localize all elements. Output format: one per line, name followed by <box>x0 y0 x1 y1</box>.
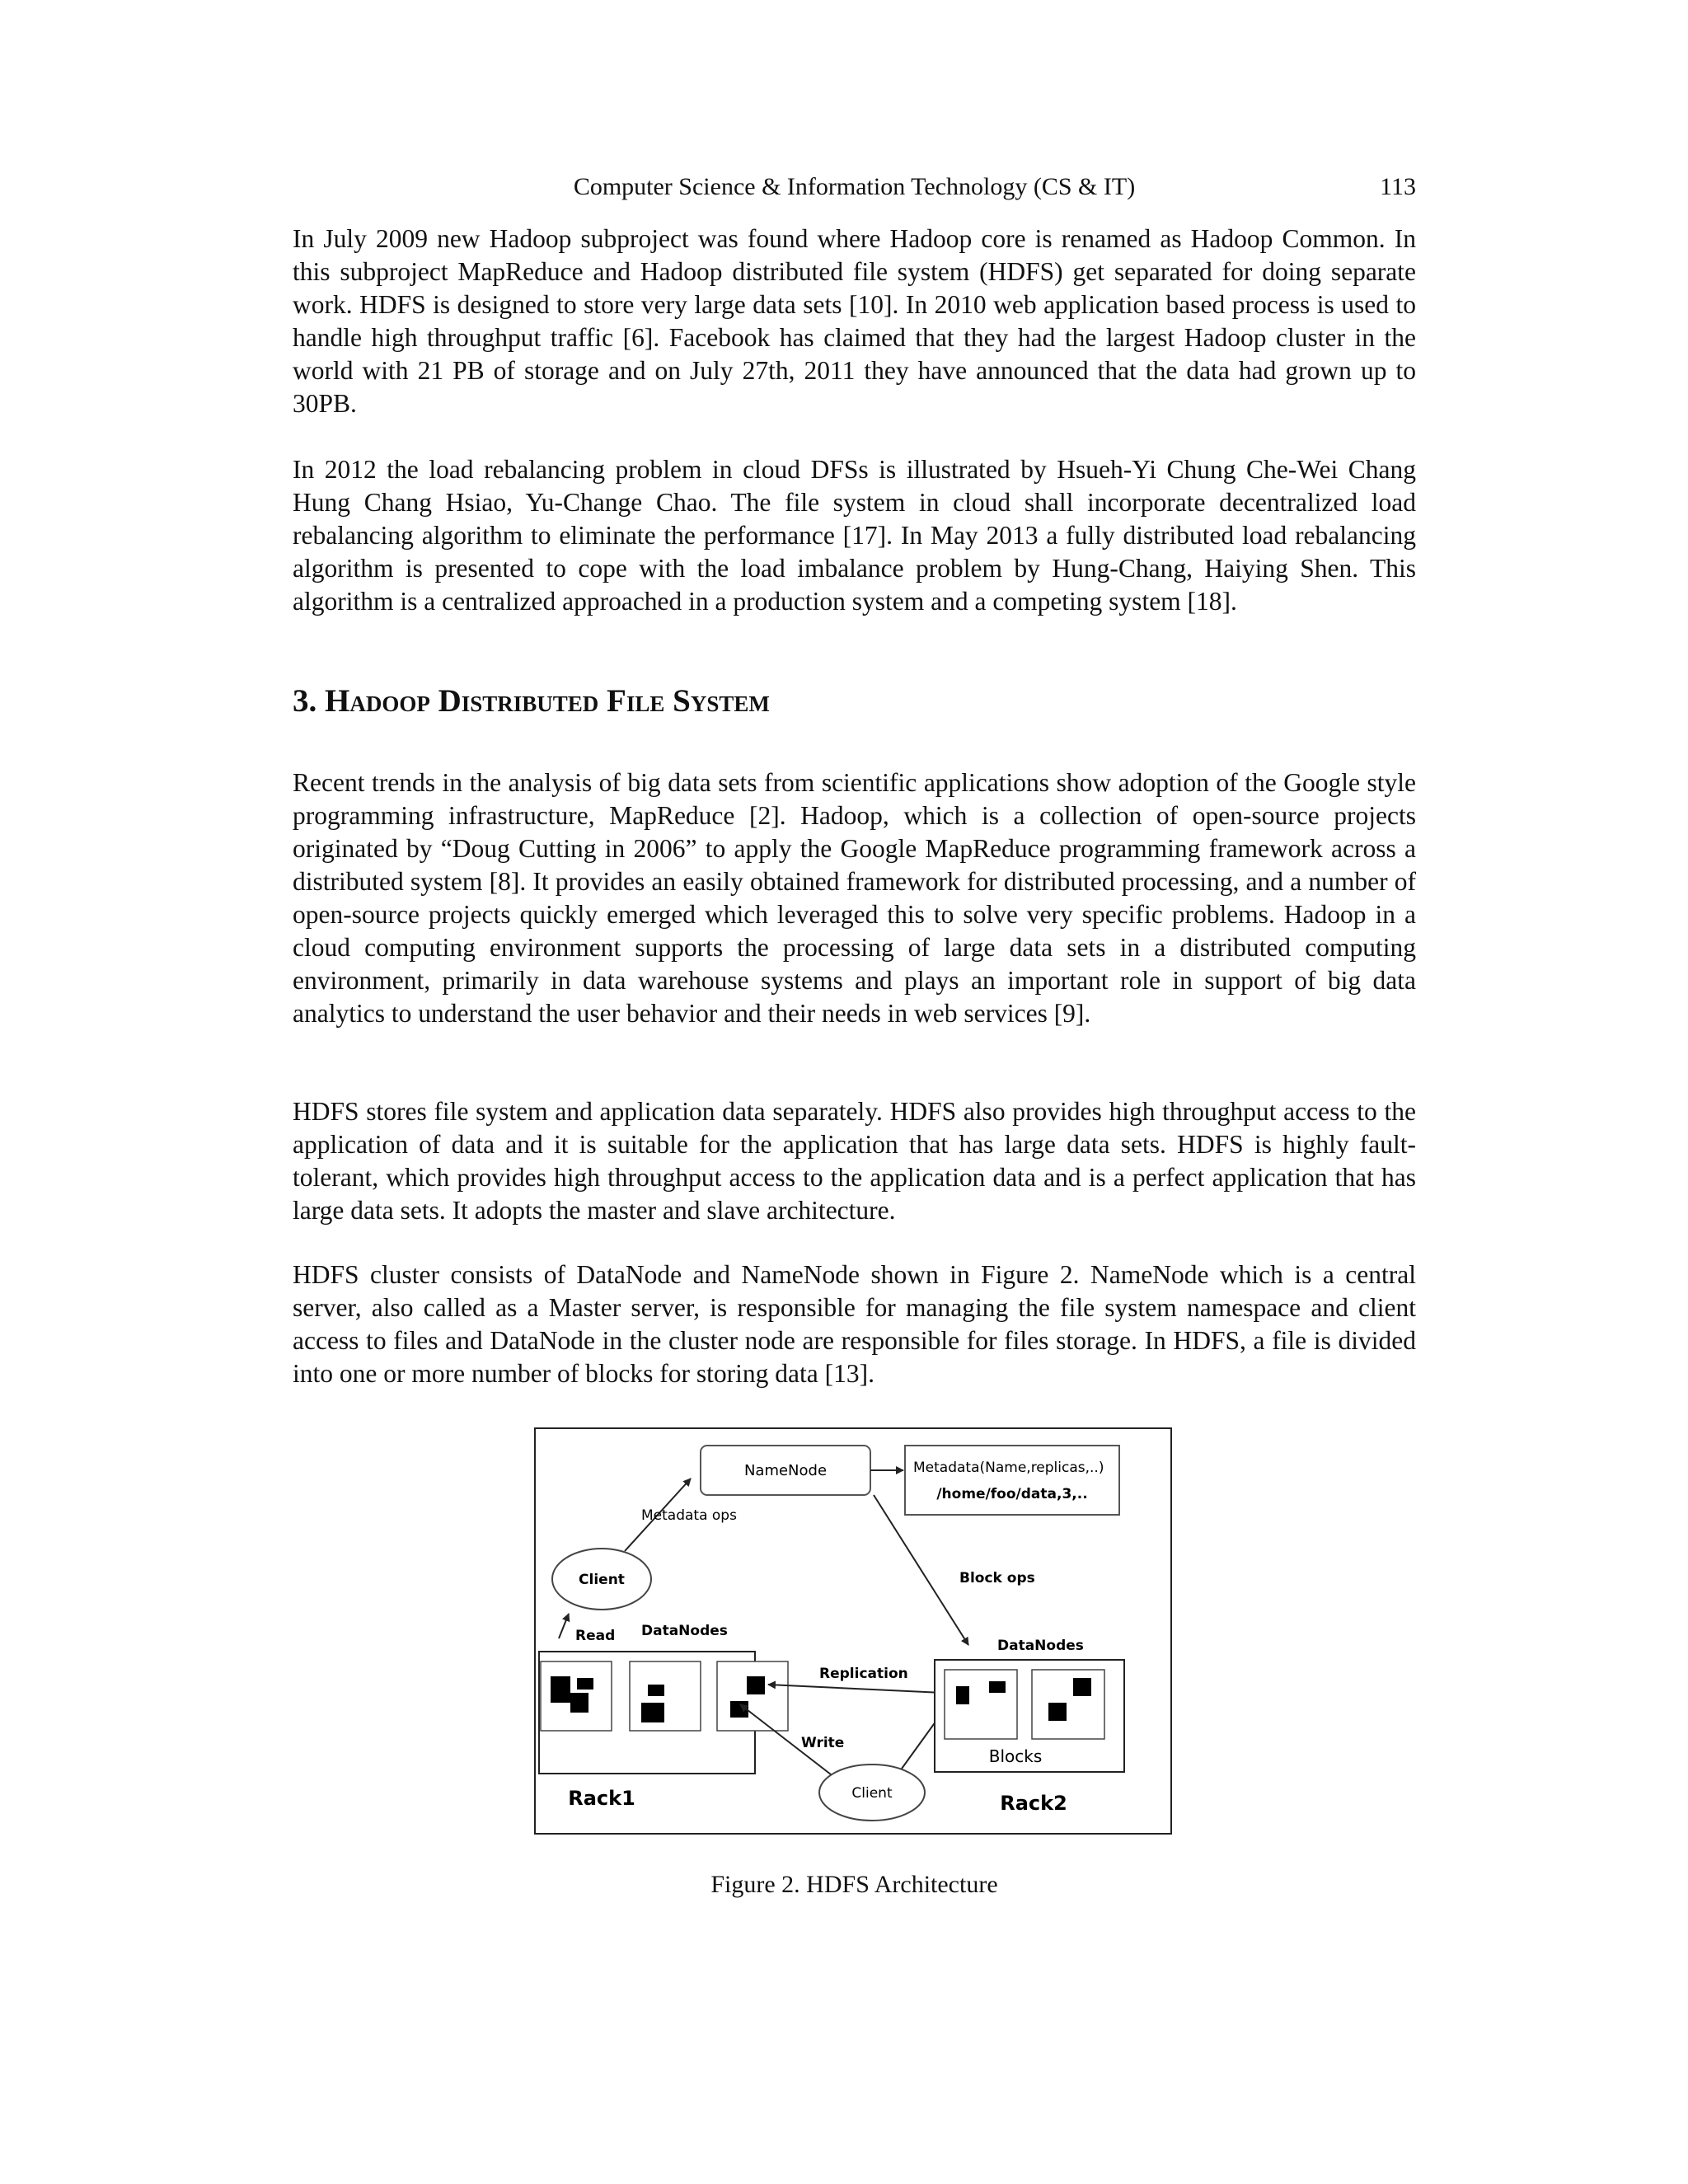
data-block <box>989 1681 1006 1693</box>
read-label: Read <box>575 1628 616 1644</box>
data-block <box>641 1703 664 1722</box>
journal-title: Computer Science & Information Technology (CS & IT) <box>573 173 1136 200</box>
rack1-datanode-3 <box>717 1661 788 1731</box>
data-block <box>570 1693 588 1713</box>
paragraph-hdfs-storage <box>293 1095 1416 1227</box>
paragraph-hdfs-cluster <box>293 1258 1416 1390</box>
metadata-line-2: /home/foo/data,3,.. <box>936 1486 1088 1502</box>
paragraph-text: Recent trends in the analysis of big data sets from scientific applications show adoption of the Google style programming infrastructure, MapReduce [2]. Hadoop, which is a collection of open-source projects originated by “Doug Cutting in 2006” to apply the Google MapReduce programming framework across a distributed system [8]. It provides an easily obtained framework for distributed processing, and a number of open-source projects quickly emerged which leveraged this to solve very specific problems. Hadoop in a cloud computing environment supports the processing of large data sets in a distributed computing environment, primarily in data warehouse systems and plays an important role in support of big data analytics to understand the user behavior and their needs in web services [9]. <box>293 768 1416 1028</box>
data-block <box>551 1676 570 1703</box>
running-header <box>293 173 1416 206</box>
replication-arrow <box>768 1685 943 1693</box>
page-number: 113 <box>1380 173 1416 200</box>
paragraph-text: In July 2009 new Hadoop subproject was found where Hadoop core is renamed as Hadoop Common. In this subproject MapReduce and Hadoop distributed file system (HDFS) get separated for doing separate work. HDFS is designed to store very large data sets [10]. In 2010 web application based process is used to handle high throughput traffic [6]. Facebook has claimed that they had the largest Hadoop cluster in the world with 21 PB of storage and on July 27th, 2011 they have announced that the data had grown up to 30PB. <box>293 224 1416 418</box>
hdfs-architecture-figure <box>534 1427 1172 1835</box>
section-heading: 3. Hadoop Distributed File System <box>293 683 770 719</box>
rack2-label: Rack2 <box>1000 1792 1067 1815</box>
metadata-line-1: Metadata(Name,replicas,..) <box>913 1460 1104 1476</box>
replication-label: Replication <box>819 1666 908 1682</box>
hdfs-diagram <box>536 1429 1170 1833</box>
metadata-box <box>905 1446 1119 1515</box>
rack2-datanode-2 <box>1032 1670 1104 1739</box>
client-top-label: Client <box>579 1572 625 1588</box>
paragraph-recent-trends <box>293 766 1416 1030</box>
data-block <box>1073 1678 1091 1696</box>
client-bottom-label: Client <box>851 1785 893 1802</box>
write-label: Write <box>801 1735 845 1751</box>
block-ops-label: Block ops <box>959 1570 1035 1586</box>
data-block <box>956 1686 969 1704</box>
rack1-label: Rack1 <box>568 1787 635 1810</box>
paragraph-text: In 2012 the load rebalancing problem in cloud DFSs is illustrated by Hsueh-Yi Chung Che-Wei Chang Hung Chang Hsiao, Yu-Change Chao. The file system in cloud shall incorporate decentralized load rebalancing algorithm to eliminate the performance [17]. In May 2013 a fully distributed load rebalancing algorithm is presented to cope with the load imbalance problem by Hung-Chang, Haiying Shen. This algorithm is a centralized approached in a production system and a competing system [18]. <box>293 455 1416 616</box>
read-arrow <box>559 1614 569 1638</box>
datanodes-right-label: DataNodes <box>997 1638 1084 1654</box>
figure-caption: Figure 2. HDFS Architecture <box>710 1871 998 1898</box>
paragraph-hadoop-history <box>293 223 1416 420</box>
data-block <box>577 1678 593 1690</box>
paragraph-load-rebalancing <box>293 453 1416 618</box>
datanodes-left-label: DataNodes <box>641 1623 728 1639</box>
paragraph-text: HDFS cluster consists of DataNode and NameNode shown in Figure 2. NameNode which is a central server, also called as a Master server, is responsible for managing the file system namespace and client access to files and DataNode in the cluster node are responsible for files storage. In HDFS, a file is divided into one or more number of blocks for storing data [13]. <box>293 1260 1416 1388</box>
rack2-datanode-1 <box>945 1670 1017 1739</box>
rack1-datanode-2 <box>630 1661 701 1731</box>
blocks-label: Blocks <box>988 1746 1043 1766</box>
paragraph-text: HDFS stores file system and application data separately. HDFS also provides high throughput access to the application of data and it is suitable for the application that has large data sets. HDFS is highly fault-tolerant, which provides high throughput access to the application data and is a perfect application that has large data sets. It adopts the master and slave architecture. <box>293 1097 1416 1225</box>
data-block <box>747 1676 765 1694</box>
metadata-ops-label: Metadata ops <box>641 1507 737 1524</box>
namenode-label: NameNode <box>743 1462 828 1479</box>
data-block <box>1048 1703 1067 1721</box>
block-ops-arrow <box>874 1495 968 1645</box>
data-block <box>648 1685 664 1696</box>
